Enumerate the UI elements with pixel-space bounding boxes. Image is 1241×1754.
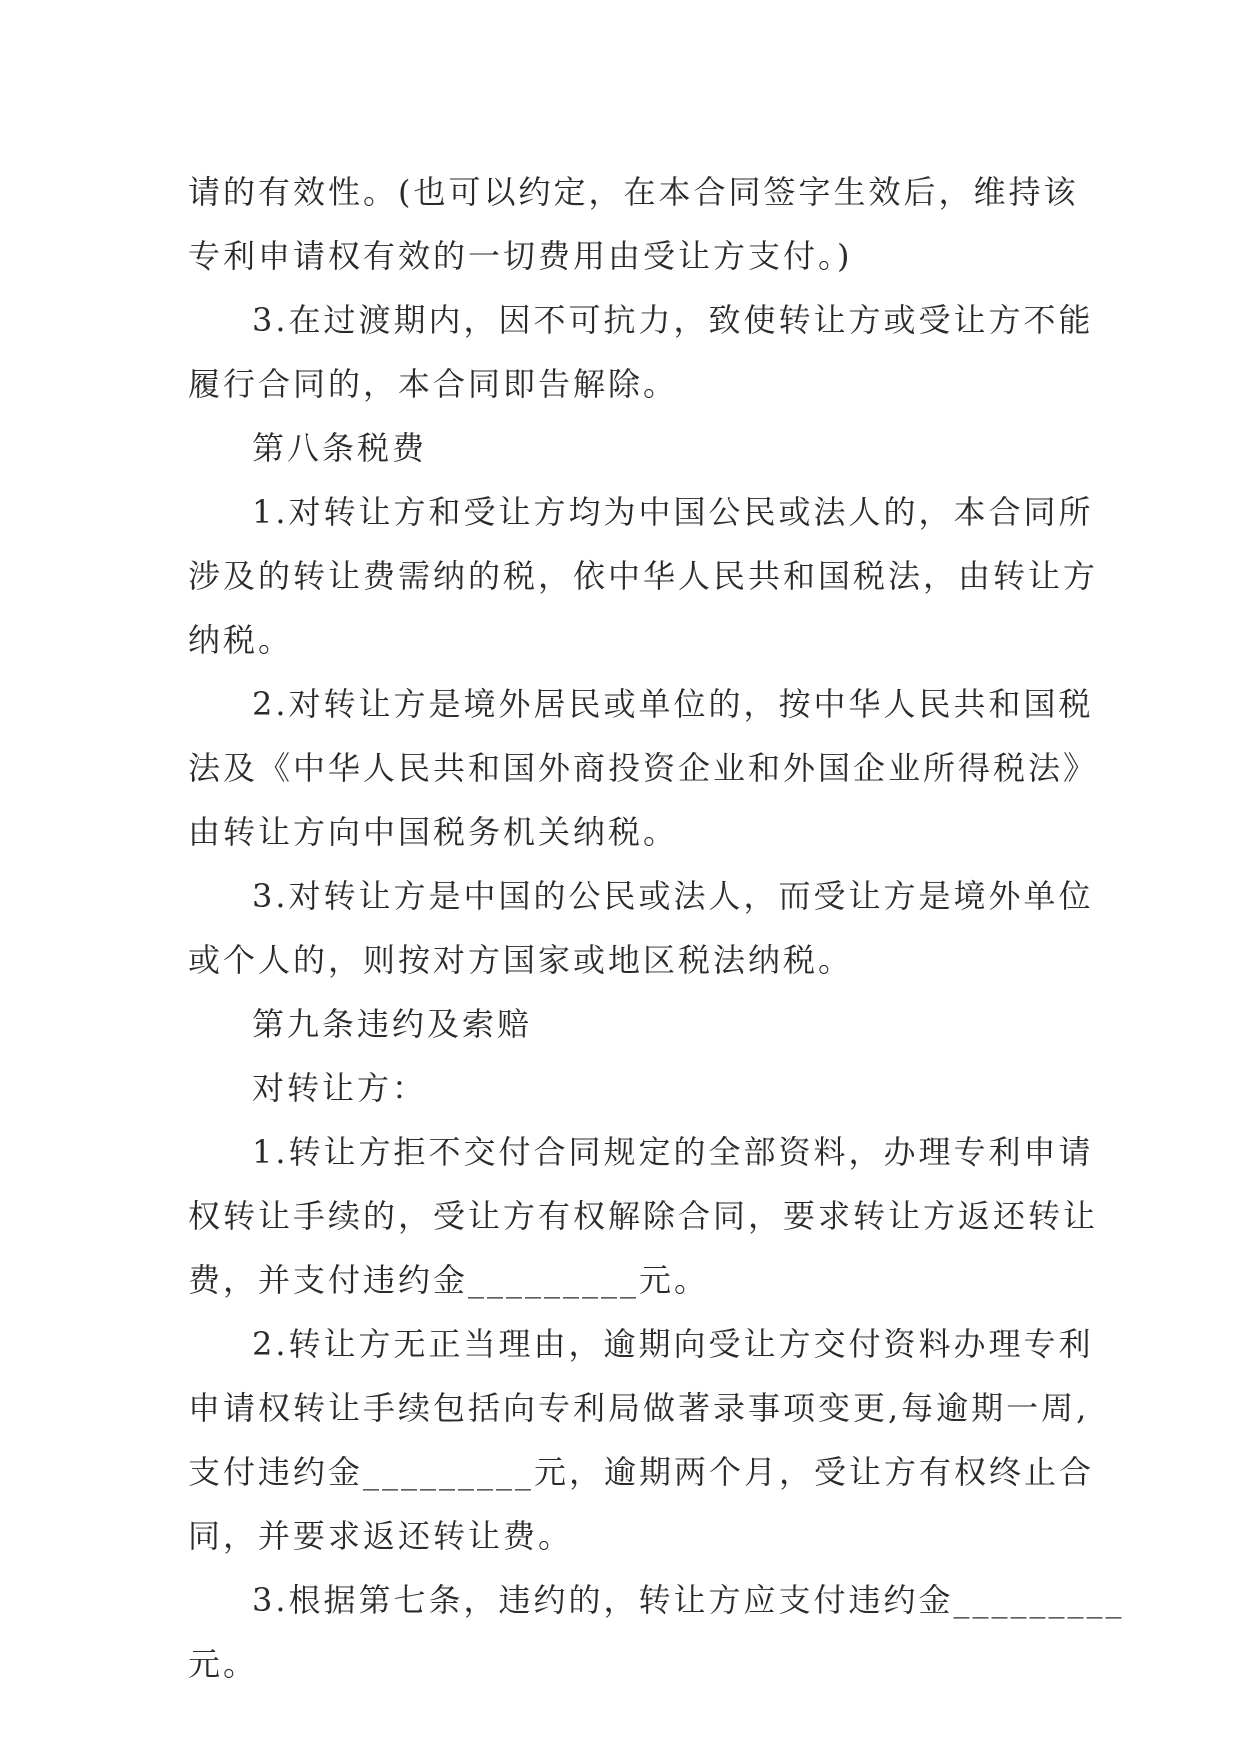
text-line: 支付违约金_________元，逾期两个月，受让方有权终止合 [188, 1453, 1095, 1491]
text-line: 申请权转让手续包括向专利局做著录事项变更,每逾期一周, [188, 1389, 1090, 1427]
paragraph-line: 2.对转让方是境外居民或单位的，按中华人民共和国税 [252, 685, 1094, 723]
text-line: 涉及的转让费需纳的税，依中华人民共和国税法，由转让方 [188, 557, 1099, 595]
paragraph-line: 3.根据第七条，违约的，转让方应支付违约金_________ [252, 1581, 1125, 1619]
subheading-transferor: 对转让方： [252, 1069, 428, 1107]
paragraph-line: 1.对转让方和受让方均为中国公民或法人的，本合同所 [252, 493, 1094, 531]
section-heading-article-8: 第八条税费 [252, 429, 428, 467]
document-body [188, 160, 1125, 1696]
text-line: 专利申请权有效的一切费用由受让方支付。) [188, 237, 853, 275]
text-line: 或个人的，则按对方国家或地区税法纳税。 [188, 941, 854, 979]
text-line: 由转让方向中国税务机关纳税。 [188, 813, 679, 851]
text-line: 请的有效性。(也可以约定，在本合同签字生效后，维持该 [188, 173, 1079, 211]
text-line: 元。 [188, 1645, 259, 1683]
text-line: 权转让手续的，受让方有权解除合同，要求转让方返还转让 [188, 1197, 1099, 1235]
text-line: 同，并要求返还转让费。 [188, 1517, 574, 1555]
text-line: 纳税。 [188, 621, 294, 659]
text-line: 费，并支付违约金_________元。 [188, 1261, 710, 1299]
paragraph-line: 3.对转让方是中国的公民或法人，而受让方是境外单位 [252, 877, 1094, 915]
text-line: 履行合同的，本合同即告解除。 [188, 365, 679, 403]
paragraph-line: 2.转让方无正当理由，逾期向受让方交付资料办理专利 [252, 1325, 1094, 1363]
paragraph-line: 1.转让方拒不交付合同规定的全部资料，办理专利申请 [252, 1133, 1094, 1171]
text-line: 法及《中华人民共和国外商投资企业和外国企业所得税法》 [188, 749, 1099, 787]
paragraph-line: 3.在过渡期内，因不可抗力，致使转让方或受让方不能 [252, 301, 1094, 339]
section-heading-article-9: 第九条违约及索赔 [252, 1005, 533, 1043]
